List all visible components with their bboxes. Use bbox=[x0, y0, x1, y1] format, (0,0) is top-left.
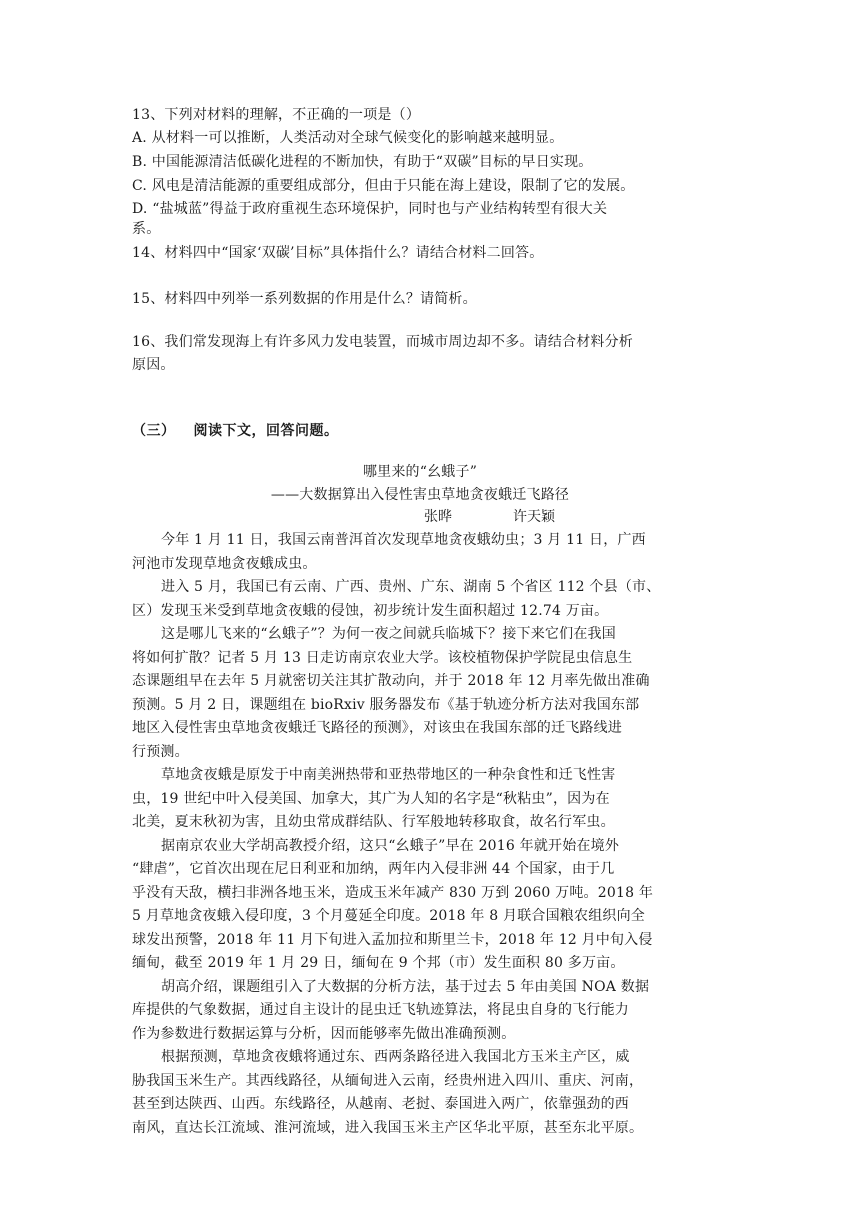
question-13-option-c: C. 风电是清洁能源的重要组成部分，但由于只能在海上建设，限制了它的发展。 bbox=[132, 178, 635, 194]
section-3-instruction: 阅读下文，回答问题。 bbox=[193, 423, 339, 439]
question-13-option-d-line-2: 系。 bbox=[132, 221, 161, 237]
article-paragraph-line: 作为参数进行数据运算与分析，因而能够率先做出准确预测。 bbox=[132, 1026, 516, 1042]
article-paragraph-line: 库提供的气象数据，通过自主设计的昆虫迁飞轨迹算法，将昆虫自身的飞行能力 bbox=[132, 1002, 629, 1018]
article-paragraph-line: “肆虐”，它首次出现在尼日利亚和加纳，两年内入侵非洲 44 个国家，由于几 bbox=[132, 861, 615, 877]
article-paragraph-line: 今年 1 月 11 日，我国云南普洱首次发现草地贪夜蛾幼虫；3 月 11 日，广西 bbox=[161, 532, 646, 548]
article-paragraph-line: 北美，夏末秋初为害，且幼虫常成群结队、行军般地转移取食，故名行军虫。 bbox=[132, 814, 615, 830]
article-paragraph-line: 甚至到达陕西、山西。东线路径，从越南、老挝、泰国进入两广，依靠强劲的西 bbox=[132, 1096, 629, 1112]
article-paragraph-line: 行预测。 bbox=[132, 744, 189, 760]
article-paragraph-line: 进入 5 月，我国已有云南、广西、贵州、广东、湖南 5 个省区 112 个县（市、 bbox=[161, 579, 661, 595]
article-paragraph-line: 5 月草地贪夜蛾入侵印度，3 个月蔓延全印度。2018 年 8 月联合国粮农组织向全 bbox=[132, 908, 645, 924]
article-paragraph-line: 草地贪夜蛾是原发于中南美洲热带和亚热带地区的一种杂食性和迁飞性害 bbox=[161, 767, 616, 783]
article-paragraph-line: 球发出预警，2018 年 11 月下旬进入孟加拉和斯里兰卡，2018 年 12 月中旬入侵 bbox=[132, 932, 653, 948]
article-paragraph-line: 河池市发现草地贪夜蛾成虫。 bbox=[132, 556, 317, 572]
section-3-number: （三） bbox=[132, 423, 176, 439]
article-paragraph-line: 虫，19 世纪中叶入侵美国、加拿大，其广为人知的名字是“秋粘虫”，因为在 bbox=[132, 791, 610, 807]
question-14: 14、材料四中“国家‘双碳’目标”具体指什么？请结合材料二回答。 bbox=[132, 245, 544, 261]
article-paragraph-line: 南风，直达长江流域、淮河流域，进入我国玉米主产区华北平原，甚至东北平原。 bbox=[132, 1120, 644, 1136]
article-title: 哪里来的“幺蛾子” bbox=[362, 464, 478, 480]
question-15: 15、材料四中列举一系列数据的作用是什么？请简析。 bbox=[132, 291, 477, 307]
article-paragraph-line: 将如何扩散？记者 5 月 13 日走访南京农业大学。该校植物保护学院昆虫信息生 bbox=[132, 650, 633, 666]
question-13-stem: 13、下列对材料的理解，不正确的一项是（） bbox=[132, 107, 421, 123]
article-paragraph-line: 预测。5 月 2 日，课题组在 bioRxiv 服务器发布《基于轨迹分析方法对我国东部 bbox=[132, 697, 640, 713]
section-3-heading bbox=[132, 421, 728, 441]
question-13-option-b: B. 中国能源清洁低碳化进程的不断加快，有助于“双碳”目标的早日实现。 bbox=[132, 154, 593, 170]
question-13-option-d-line-1: D. “盐城蓝”得益于政府重视生态环境保护，同时也与产业结构转型有很大关 bbox=[132, 201, 608, 217]
question-13-option-a: A. 从材料一可以推断，人类活动对全球气候变化的影响越来越明显。 bbox=[132, 130, 564, 146]
article-paragraph-line: 据南京农业大学胡高教授介绍，这只“幺蛾子”早在 2016 年就开始在境外 bbox=[161, 838, 620, 854]
article-paragraph-line: 缅甸，截至 2019 年 1 月 29 日，缅甸在 9 个邦（市）发生面积 80 多万亩。 bbox=[132, 955, 625, 971]
article-paragraph-line: 胁我国玉米生产。其西线路径，从缅甸进入云南，经贵州进入四川、重庆、河南， bbox=[132, 1073, 644, 1089]
article-author-1: 张晔 bbox=[424, 509, 452, 525]
article-paragraph-line: 地区入侵性害虫草地贪夜蛾迁飞路径的预测》，对该虫在我国东部的迁飞路线进 bbox=[132, 720, 622, 736]
article-paragraph-line: 态课题组早在去年 5 月就密切关注其扩散动向，并于 2018 年 12 月率先做出准确 bbox=[132, 673, 650, 689]
article-author-2: 许天颖 bbox=[513, 509, 555, 525]
article-paragraph-line: 根据预测，草地贪夜蛾将通过东、西两条路径进入我国北方玉米主产区，威 bbox=[161, 1049, 630, 1065]
article-subtitle: ——大数据算出入侵性害虫草地贪夜蛾迁飞路径 bbox=[270, 487, 570, 503]
question-16-line-2: 原因。 bbox=[132, 357, 175, 373]
article-paragraph-line: 乎没有天敌，横扫非洲各地玉米，造成玉米年减产 830 万到 2060 万吨。2018 年 bbox=[132, 885, 654, 901]
article-paragraph-line: 区）发现玉米受到草地贪夜蛾的侵蚀，初步统计发生面积超过 12.74 万亩。 bbox=[132, 603, 609, 619]
question-16-line-1: 16、我们常发现海上有许多风力发电装置，而城市周边却不多。请结合材料分析 bbox=[132, 334, 634, 350]
article-paragraph-line: 这是哪儿飞来的“幺蛾子”？为何一夜之间就兵临城下？接下来它们在我国 bbox=[161, 626, 616, 642]
article-paragraph-line: 胡高介绍，课题组引入了大数据的分析方法，基于过去 5 年由美国 NOA 数据 bbox=[161, 979, 650, 995]
